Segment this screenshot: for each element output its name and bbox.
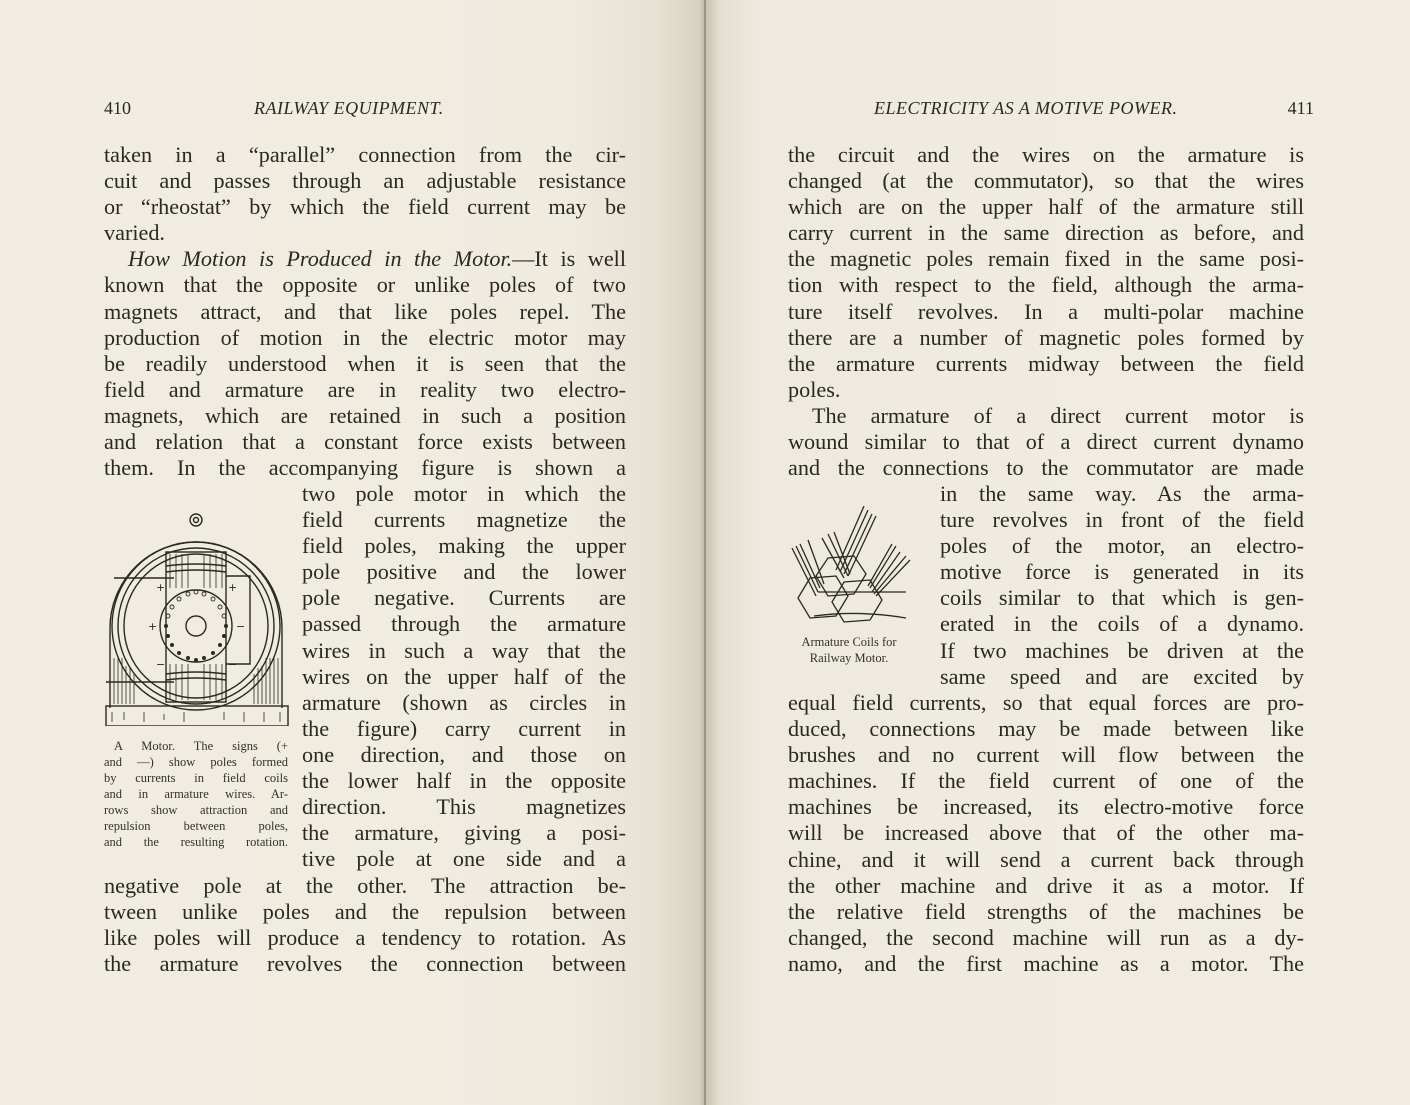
text-line: changed, the second machine will run as a dy-	[788, 924, 1304, 950]
pole-sign: +	[228, 581, 238, 594]
text-line: passed through the armature	[302, 611, 626, 637]
text-line: which are on the upper half of the armature still	[788, 194, 1304, 220]
text-line: carry current in the same direction as before, and	[788, 220, 1304, 246]
text-line: wires on the upper half of the	[302, 663, 626, 689]
caption-line: and the resulting rotation.	[104, 835, 288, 849]
text-line: namo, and the first machine as a motor. The	[788, 950, 1304, 976]
pole-sign: −	[228, 658, 238, 671]
left-body-beside-figure	[302, 481, 626, 872]
text-line: like poles will produce a tendency to rotation. As	[104, 925, 626, 951]
text-line: be readily understood when it is seen that the	[104, 350, 626, 376]
caption-line: and in armature wires. Ar-	[104, 787, 288, 801]
text-line: the other machine and drive it as a motor. If	[788, 872, 1304, 898]
pole-sign: +	[156, 581, 166, 594]
text-line: tween unlike poles and the repulsion between	[104, 899, 626, 925]
text-line: the armature, giving a posi-	[302, 820, 626, 846]
left-body-bottom	[104, 873, 626, 977]
text-line: brushes and no current will flow between the	[788, 742, 1304, 768]
text-line: negative pole at the other. The attraction be-	[104, 873, 626, 898]
section-heading: How Motion is Produced in the Motor.	[128, 246, 513, 272]
text-line: The armature of a direct current motor is	[812, 402, 1304, 428]
text-line: duced, connections may be made between like	[788, 716, 1304, 742]
caption-line: rows show attraction and	[104, 803, 288, 817]
text-line: or “rheostat” by which the field current may be	[104, 194, 626, 220]
text-line: armature (shown as circles in	[302, 689, 626, 715]
text-line: one direction, and those on	[302, 741, 626, 767]
right-body-beside-figure	[940, 481, 1304, 690]
text-line: chine, and it will send a current back through	[788, 846, 1304, 872]
text-line: will be increased above that of the other ma-	[788, 820, 1304, 846]
text-line: the armature revolves the connection between	[104, 951, 626, 977]
section-heading-line	[104, 246, 626, 272]
text-line: tive pole at one side and a	[302, 846, 626, 872]
left-body-top	[104, 142, 626, 481]
page-number-410: 410	[104, 98, 131, 118]
text-line: two pole motor in which the	[302, 481, 626, 506]
armature-coils-illustration	[788, 506, 920, 630]
text-line: the magnetic poles remain fixed in the same posi-	[788, 246, 1304, 272]
text-line: pole negative. Currents are	[302, 585, 626, 611]
pole-sign: +	[148, 620, 158, 633]
pole-sign: −	[236, 620, 246, 633]
text-line: the figure) carry current in	[302, 715, 626, 741]
caption-line: A Motor. The signs (+	[114, 739, 288, 753]
text-line: varied.	[104, 220, 165, 246]
motor-illustration	[104, 508, 292, 726]
text-line: machines be increased, its electro-motive force	[788, 794, 1304, 820]
text-line: field and armature are in reality two electro-	[104, 376, 626, 402]
text-line: the relative field strengths of the machines be	[788, 898, 1304, 924]
text-line: the armature currents midway between the field	[788, 350, 1304, 376]
text-line: and the connections to the commutator are made	[788, 455, 1304, 481]
text-line: coils similar to that which is gen-	[940, 585, 1304, 611]
text-line: production of motion in the electric motor may	[104, 324, 626, 350]
text-line: and relation that a constant force exists between	[104, 429, 626, 455]
armature-coils-drawing-icon	[788, 506, 920, 630]
right-running-title: ELECTRICITY AS A MOTIVE POWER.	[874, 98, 1178, 118]
text-line: magnets, which are retained in such a position	[104, 402, 626, 428]
text-line: wires in such a way that the	[302, 637, 626, 663]
motor-drawing-icon	[104, 508, 292, 726]
text-line: cuit and passes through an adjustable resistance	[104, 168, 626, 194]
armature-figure-caption	[778, 634, 920, 666]
right-running-head	[786, 96, 1314, 120]
text-line: erated in the coils of a dynamo.	[940, 611, 1304, 637]
text-line: the circuit and the wires on the armature is	[788, 142, 1304, 167]
pole-sign: −	[156, 658, 166, 671]
text-line: in the same way. As the arma-	[940, 481, 1304, 506]
caption-line: and —) show poles formed	[104, 755, 288, 769]
text-line: direction. This magnetizes	[302, 794, 626, 820]
text-line: poles.	[788, 376, 841, 402]
text-line: there are a number of magnetic poles formed by	[788, 324, 1304, 350]
text-line: ture itself revolves. In a multi-polar machine	[788, 298, 1304, 324]
text-line: field currents magnetize the	[302, 507, 626, 533]
text-line: known that the opposite or unlike poles of two	[104, 272, 626, 298]
section-heading-tail: —It is well	[512, 246, 626, 272]
text-line: them. In the accompanying figure is shown a	[104, 455, 626, 481]
motor-figure-caption	[104, 738, 288, 850]
text-line: tion with respect to the field, although the arma-	[788, 272, 1304, 298]
text-line: machines. If the field current of one of the	[788, 768, 1304, 794]
caption-line: Armature Coils for	[801, 635, 897, 649]
right-body-top	[788, 142, 1304, 481]
text-line: changed (at the commutator), so that the wires	[788, 168, 1304, 194]
text-line: poles of the motor, an electro-	[940, 533, 1304, 559]
right-body-bottom	[788, 690, 1304, 977]
text-line: the lower half in the opposite	[302, 768, 626, 794]
caption-line: Railway Motor.	[809, 651, 889, 665]
page-number-411: 411	[1287, 98, 1314, 118]
caption-line: by currents in field coils	[104, 771, 288, 785]
left-running-title: RAILWAY EQUIPMENT.	[254, 98, 444, 118]
text-line: equal field currents, so that equal forces are pro-	[788, 690, 1304, 715]
caption-line: repulsion between poles,	[104, 819, 288, 833]
text-line: wound similar to that of a direct current dynamo	[788, 429, 1304, 455]
text-line: magnets attract, and that like poles repel. The	[104, 298, 626, 324]
text-line: pole positive and the lower	[302, 559, 626, 585]
text-line: If two machines be driven at the	[940, 637, 1304, 663]
text-line: field poles, making the upper	[302, 533, 626, 559]
left-running-head	[104, 96, 634, 120]
text-line: motive force is generated in its	[940, 559, 1304, 585]
text-line: taken in a “parallel” connection from the cir-	[104, 142, 626, 167]
text-line: ture revolves in front of the field	[940, 507, 1304, 533]
right-page	[706, 0, 1410, 1105]
text-line: same speed and are excited by	[940, 663, 1304, 689]
